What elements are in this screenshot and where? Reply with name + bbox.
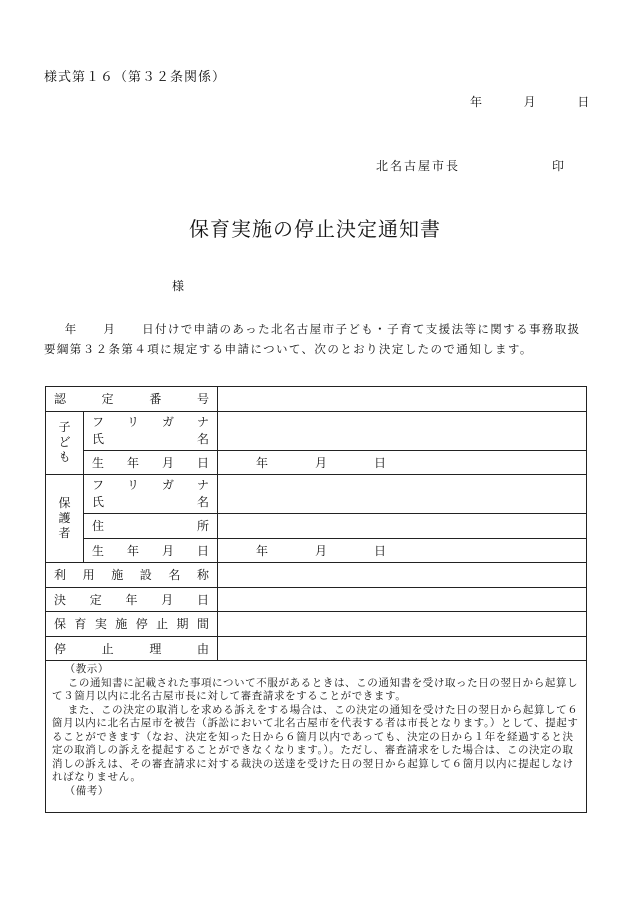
issue-date-month: 月	[523, 95, 536, 109]
row-notes	[46, 661, 587, 813]
remarks-heading: （備考）	[64, 784, 109, 797]
seal-mark: 印	[552, 159, 565, 173]
row-cert-number	[46, 387, 587, 412]
label-child-furigana-name: フ リ ガ ナ 氏 名	[84, 411, 218, 450]
label-child: 子 ど も	[46, 411, 84, 475]
row-guardian-address	[46, 514, 587, 539]
decision-table	[45, 386, 587, 813]
label-guardian-address: 住 所	[84, 514, 218, 539]
issue-date-year: 年	[470, 95, 483, 109]
row-guardian-furigana	[46, 475, 587, 514]
row-facility	[46, 563, 587, 588]
document-title: 保育実施の停止決定通知書	[189, 217, 441, 241]
row-child-birthdate	[46, 450, 587, 475]
label-facility: 利 用 施 設 名 称	[46, 563, 218, 588]
field-guardian-birthdate[interactable]: 年 月 日	[218, 538, 587, 563]
field-stop-period[interactable]	[218, 612, 587, 637]
row-stop-period	[46, 612, 587, 637]
issue-date-day: 日	[577, 95, 590, 109]
notes-paragraph-1: この通知書に記載された事項について不服があるときは、この通知書を受け取った日の翌日から起算して３箇月以内に北名古屋市長に対して審査請求をすることができます。	[52, 676, 579, 702]
label-stop-period: 保 育 実 施 停 止 期 間	[46, 612, 218, 637]
issuer-name: 北名古屋市長	[376, 159, 461, 173]
instruction-notes	[46, 661, 587, 813]
label-decision-date: 決 定 年 月 日	[46, 587, 218, 612]
notes-paragraph-2: また、この決定の取消しを求める訴えをする場合は、この決定の通知を受けた日の翌日から起算して６箇月以内に北名古屋市を被告（訴訟において北名古屋市を代表する者は市長となります。）として、提起することができます（なお、決定を知った日から６箇月以内であっても、決定の日から１年を経過すると決定の取消しの訴えを提起することができなくなります。）。ただし、審査請求をした場合は、この決定の取消しの訴えは、その審査請求に対する裁決の送達を受けた日の翌日から起算して６箇月以内に提起しなければなりません。	[52, 703, 579, 783]
label-child-birthdate: 生 年 月 日	[84, 450, 218, 475]
label-guardian-furigana-name: フ リ ガ ナ 氏 名	[84, 475, 218, 514]
issue-date	[470, 93, 589, 110]
addressee-suffix: 様	[172, 279, 185, 293]
row-stop-reason	[46, 636, 587, 661]
label-guardian: 保 護 者	[46, 475, 84, 563]
field-decision-date[interactable]	[218, 587, 587, 612]
field-guardian-name[interactable]	[218, 475, 587, 514]
notes-heading: （教示）	[64, 663, 109, 675]
field-stop-reason[interactable]	[218, 636, 587, 661]
form-number: 様式第１６（第３２条関係）	[44, 70, 227, 85]
row-guardian-birthdate	[46, 538, 587, 563]
field-cert-number[interactable]	[218, 387, 587, 412]
field-child-name[interactable]	[218, 411, 587, 450]
label-guardian-birthdate: 生 年 月 日	[84, 538, 218, 563]
row-child-furigana	[46, 411, 587, 450]
notice-body: 年 月 日付けで申請のあった北名古屋市子ども・子育て支援法等に関する事務取扱要綱第３２条第４項に規定する申請について、次のとおり決定したので通知します。	[44, 322, 581, 356]
label-cert-number: 認 定 番 号	[46, 387, 218, 412]
field-facility[interactable]	[218, 563, 587, 588]
field-guardian-address[interactable]	[218, 514, 587, 539]
field-child-birthdate[interactable]: 年 月 日	[218, 450, 587, 475]
row-decision-date	[46, 587, 587, 612]
label-stop-reason: 停 止 理 由	[46, 636, 218, 661]
